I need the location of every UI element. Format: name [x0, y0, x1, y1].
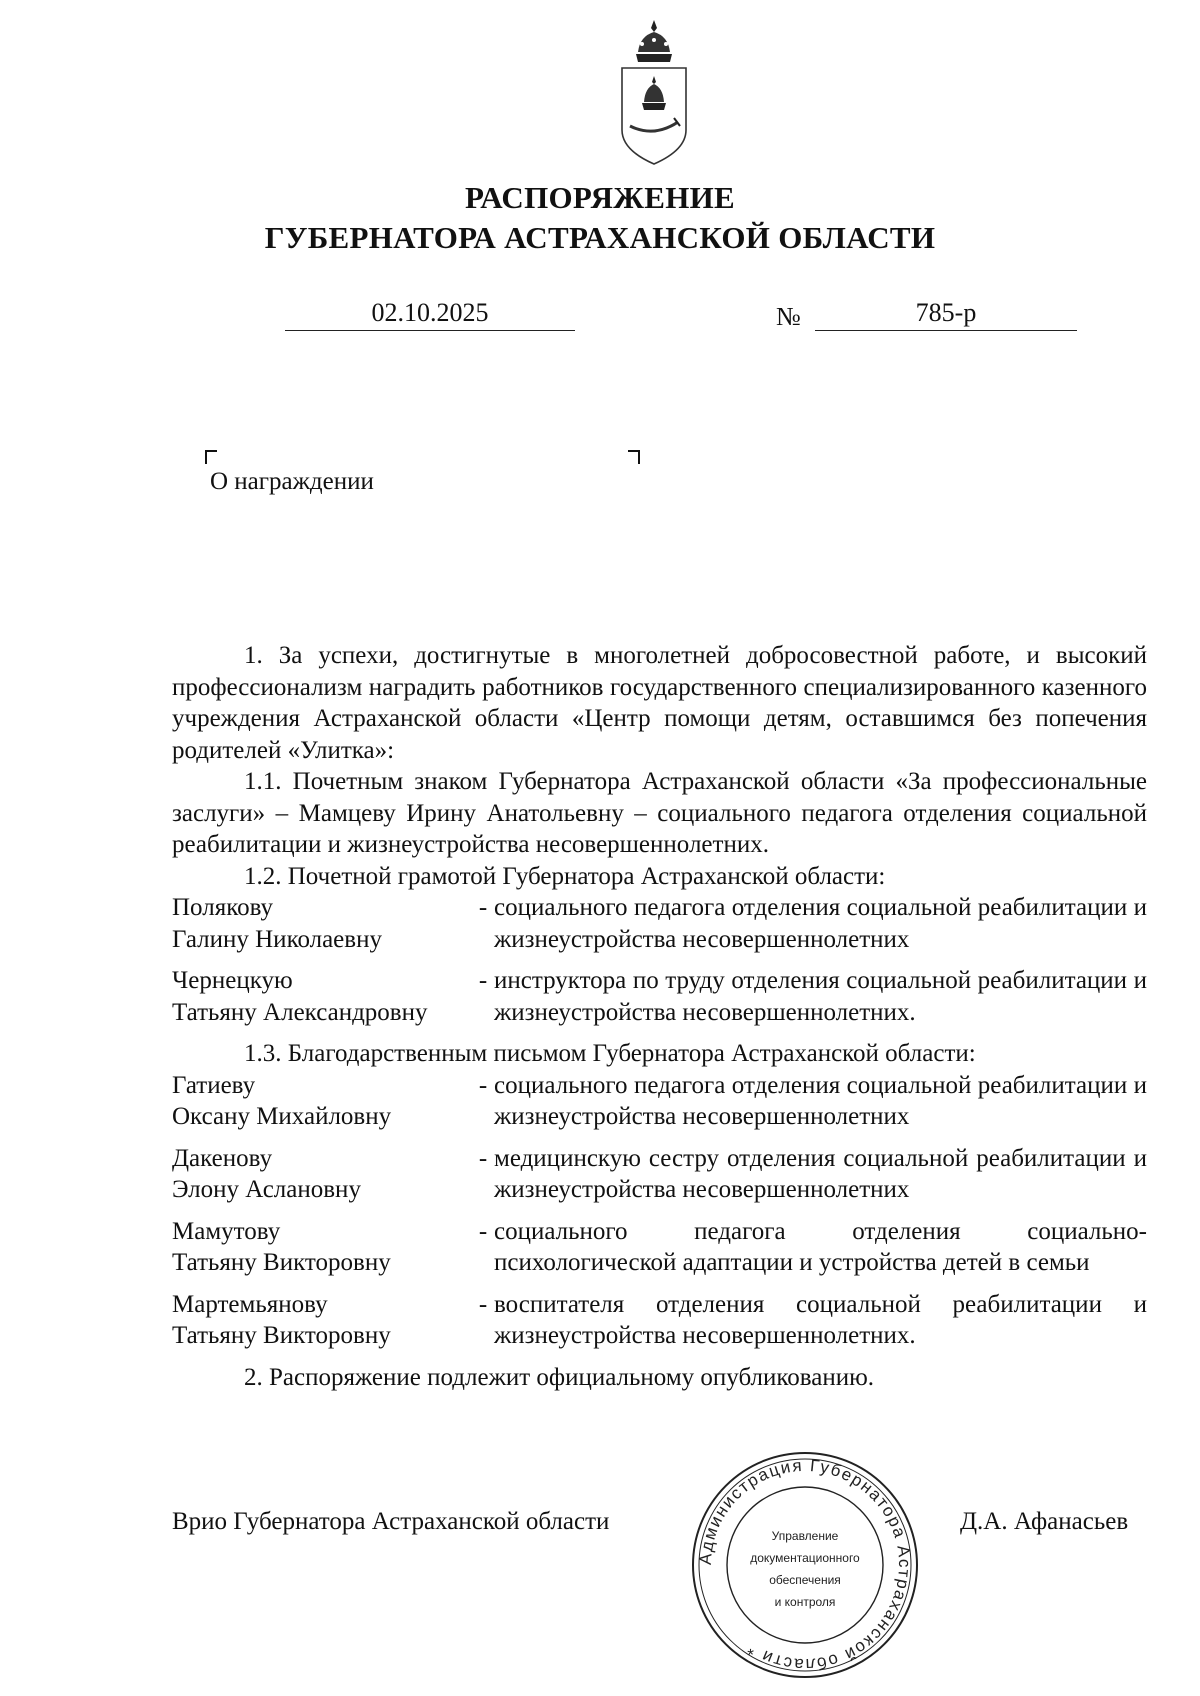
awardee-surname: Гатиеву	[172, 1071, 256, 1099]
document-body	[172, 640, 1147, 1393]
document-number: 785-р	[915, 298, 977, 327]
dash: -	[478, 894, 488, 921]
document-issuer: ГУБЕРНАТОРА АСТРАХАНСКОЙ ОБЛАСТИ	[264, 220, 936, 255]
awardee-surname: Мамутову	[172, 1217, 281, 1245]
seal-center-line: Управление	[771, 1529, 839, 1543]
awardee-row	[172, 965, 1147, 1028]
seal-center-line: документационного	[750, 1551, 860, 1565]
awardee-row	[172, 1070, 1147, 1133]
awardee-position: воспитателя отделения социальной реабилитации и жизнеустройства несовершеннолетних.	[494, 1290, 1147, 1349]
awardee-row	[172, 892, 1147, 955]
paragraph-1-3: 1.3. Благодарственным письмом Губернатора Астраханской области:	[244, 1040, 976, 1067]
signer-title: Врио Губернатора Астраханской области	[172, 1508, 610, 1535]
subject-corner-left	[205, 450, 217, 464]
subject-corner-right	[628, 450, 640, 464]
awardee-surname: Чернецкую	[172, 967, 293, 994]
awardee-position: социального педагога отделения социальной реабилитации и жизнеустройства несовершеннолетних	[494, 894, 1147, 953]
awardee-given-names: Элону Аслановну	[172, 1176, 361, 1203]
number-underline	[815, 330, 1077, 331]
dash: -	[478, 1290, 488, 1318]
awardee-given-names: Галину Николаевну	[172, 925, 382, 953]
awardee-row	[172, 1216, 1147, 1279]
dash: -	[478, 1144, 488, 1172]
seal-center-line: обеспечения	[769, 1573, 841, 1587]
awardee-row	[172, 1143, 1147, 1206]
dash: -	[478, 967, 488, 994]
dash: -	[478, 1071, 488, 1099]
svg-text:Администрация Губернатора Астр	[696, 1456, 914, 1674]
paragraph-1-1: 1.1. Почетным знаком Губернатора Астраханской области «За профессиональные заслуги» – Мамцеву Ирину Анатольевну – социального педагога отделения социальной реабилитации и жизнеустройства несовершеннолетних.	[172, 768, 1147, 858]
awardee-position: социального педагога отделения социальной реабилитации и жизнеустройства несовершеннолетних	[494, 1071, 1147, 1130]
paragraph-2: 2. Распоряжение подлежит официальному опубликованию.	[244, 1363, 875, 1391]
document-date: 02.10.2025	[371, 298, 489, 327]
document-subject: О награждении	[210, 468, 374, 495]
awardee-given-names: Татьяну Викторовну	[172, 1322, 391, 1349]
awardee-position: медицинскую сестру отделения социальной реабилитации и жизнеустройства несовершеннолетних	[494, 1144, 1147, 1203]
coat-of-arms-icon	[616, 18, 692, 168]
paragraph-1: 1. За успехи, достигнутые в многолетней добросовестной работе, и высокий профессионализм наградить работников государственного специализированного казенного учреждения Астраханской области «Центр помощи детям, оставшимся без попечения родителей «Улитка»:	[172, 642, 1147, 764]
document-title: РАСПОРЯЖЕНИЕ	[464, 180, 736, 215]
awardee-row	[172, 1289, 1147, 1352]
awardee-given-names: Оксану Михайловну	[172, 1103, 392, 1130]
seal-ring-text: Администрация Губернатора Астраханской области *	[695, 1455, 915, 1675]
signer-name: Д.А. Афанасьев	[960, 1508, 1129, 1535]
number-sign: №	[776, 302, 801, 331]
dash: -	[478, 1217, 488, 1245]
awardee-given-names: Татьяну Викторовну	[172, 1249, 391, 1276]
awardee-surname: Дакенову	[172, 1144, 273, 1172]
awardee-surname: Мартемьянову	[172, 1290, 328, 1318]
awardee-surname: Полякову	[172, 894, 274, 921]
paragraph-1-2: 1.2. Почетной грамотой Губернатора Астраханской области:	[244, 862, 886, 890]
seal-center-line: и контроля	[774, 1595, 836, 1609]
awardee-given-names: Татьяну Александровну	[172, 998, 428, 1026]
awardee-position: инструктора по труду отделения социальной реабилитации и жизнеустройства несовершеннолетних.	[494, 967, 1147, 1026]
official-seal	[690, 1450, 920, 1680]
awardee-position: социального педагога отделения социально-психологической адаптации и устройства детей в семьи	[494, 1217, 1147, 1276]
date-underline	[285, 330, 575, 331]
